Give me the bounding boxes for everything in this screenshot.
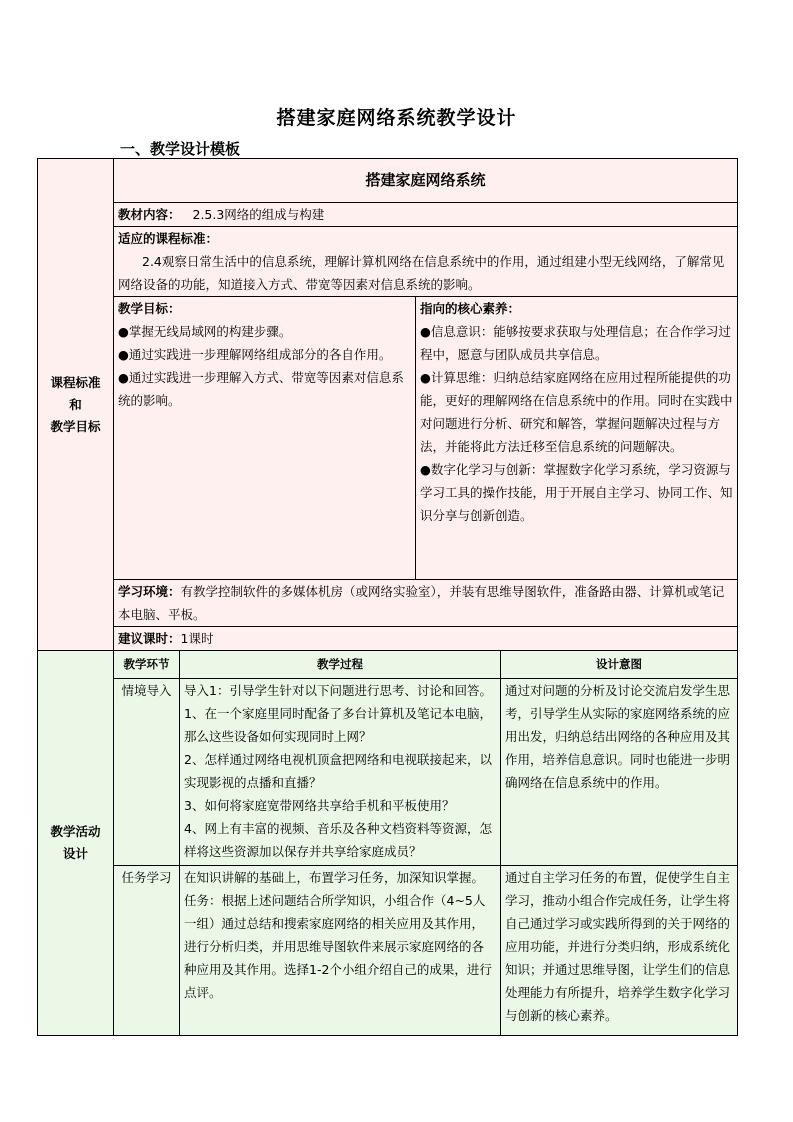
- environment-label: 学习环境：: [118, 584, 181, 599]
- process-line: 4、网上有丰富的视频、音乐及各种文档资料等资源，怎样将这些资源加以保存并共享给家庭成员？: [184, 821, 492, 859]
- hours-cell: [114, 627, 738, 651]
- curriculum-text: 2.4观察日常生活中的信息系统，理解计算机网络在信息系统中的作用，通过组建小型无线网络，了解常见网络设备的功能，知道接入方式、带宽等因素对信息系统的影响。: [118, 254, 725, 292]
- side-label-line: 和: [69, 396, 82, 412]
- phase-column-header: 教学环节: [114, 651, 180, 679]
- environment-text: 有教学控制软件的多媒体机房（或网络实验室），并装有思维导图软件，准备路由器、计算机或笔记本电脑、平板。: [118, 584, 725, 622]
- objective-item: ●掌握无线局域网的构建步骤。: [118, 324, 292, 339]
- side-label-line: 课程标准: [50, 374, 101, 390]
- literacy-item: ●数字化学习与创新：掌握数字化学习系统，学习资源与学习工具的操作技能，用于开展自主学习、协同工作、知识分享与创新创造。: [420, 462, 733, 523]
- literacy-item: ●信息意识：能够按要求获取与处理信息；在合作学习过程中，愿意与团队成员共享信息。: [420, 324, 731, 362]
- activity-intent: 通过自主学习任务的布置，促使学生自主学习，推动小组合作完成任务，让学生将自己通过学习或实践所得到的关于网络的应用功能，并进行分类归纳，形成系统化知识；并通过思维导图，让学生们的信息处理能力有所提升，培养学生数字化学习与创新的核心素养。: [501, 866, 738, 1036]
- curriculum-label: 适应的课程标准：: [118, 231, 219, 246]
- process-line: 3、如何将家庭宽带网络共享给手机和平板使用？: [184, 798, 455, 813]
- lesson-plan-table: [37, 158, 738, 1036]
- side-label-line: 教学活动: [50, 824, 101, 839]
- intent-column-header: 设计意图: [501, 651, 738, 679]
- material-value: 2.5.3网络的组成与构建: [192, 207, 325, 222]
- literacy-label: 指向的核心素养：: [420, 301, 521, 316]
- objective-item: ●通过实践进一步理解网络组成部分的各自作用。: [118, 347, 392, 362]
- hours-value: 1课时: [180, 631, 214, 646]
- standards-side-label: [38, 159, 114, 651]
- course-title: 搭建家庭网络系统: [114, 159, 738, 203]
- process-line: 在知识讲解的基础上，布置学习任务，加深知识掌握。: [184, 870, 485, 885]
- material-label: 教材内容：: [118, 207, 181, 222]
- section-heading: 一、教学设计模板: [120, 140, 241, 158]
- objective-item: ●通过实践进一步理解入方式、带宽等因素对信息系统的影响。: [118, 370, 404, 408]
- activity-phase: 任务学习: [114, 866, 180, 1036]
- core-literacy-cell: [416, 297, 738, 580]
- objectives-label: 教学目标：: [118, 301, 181, 316]
- process-line: 任务：根据上述问题结合所学知识，小组合作（4~5人一组）通过总结和搜索家庭网络的相关应用及其作用，进行分析归类，并用思维导图软件来展示家庭网络的各种应用及其作用。选择1-2个小组介绍自己的成果，进行点评。: [184, 893, 492, 1000]
- material-row: [114, 203, 738, 227]
- side-label-line: 教学目标: [50, 418, 101, 434]
- environment-cell: [114, 580, 738, 627]
- process-column-header: 教学过程: [180, 651, 501, 679]
- activities-side-label: [38, 651, 114, 1036]
- curriculum-standard-cell: [114, 227, 738, 297]
- activity-intent: 通过对问题的分析及讨论交流启发学生思考，引导学生从实际的家庭网络系统的应用出发，归纳总结出网络的各种应用及其作用，培养信息意识。同时也能进一步明确网络在信息系统中的作用。: [501, 679, 738, 866]
- activity-process-cell: [180, 679, 501, 866]
- process-line: 导入1：引导学生针对以下问题进行思考、讨论和回答。: [184, 683, 492, 698]
- hours-label: 建议课时：: [118, 631, 181, 646]
- process-line: 2、怎样通过网络电视机顶盒把网络和电视联接起来，以实现影视的点播和直播？: [184, 752, 492, 790]
- side-label-line: 设计: [62, 846, 88, 861]
- literacy-item: ●计算思维：归纳总结家庭网络在应用过程所能提供的功能，更好的理解网络在信息系统中的作用。同时在实践中对问题进行分析、研究和解答，掌握问题解决过程与方法，并能将此方法迁移至信息系统的问题解决。: [420, 370, 733, 454]
- activity-process-cell: [180, 866, 501, 1036]
- activity-phase: 情境导入: [114, 679, 180, 866]
- objectives-cell: [114, 297, 416, 580]
- document-title: 搭建家庭网络系统教学设计: [276, 107, 517, 129]
- process-line: 1、在一个家庭里同时配备了多台计算机及笔记本电脑，那么这些设备如何实现同时上网？: [184, 706, 492, 744]
